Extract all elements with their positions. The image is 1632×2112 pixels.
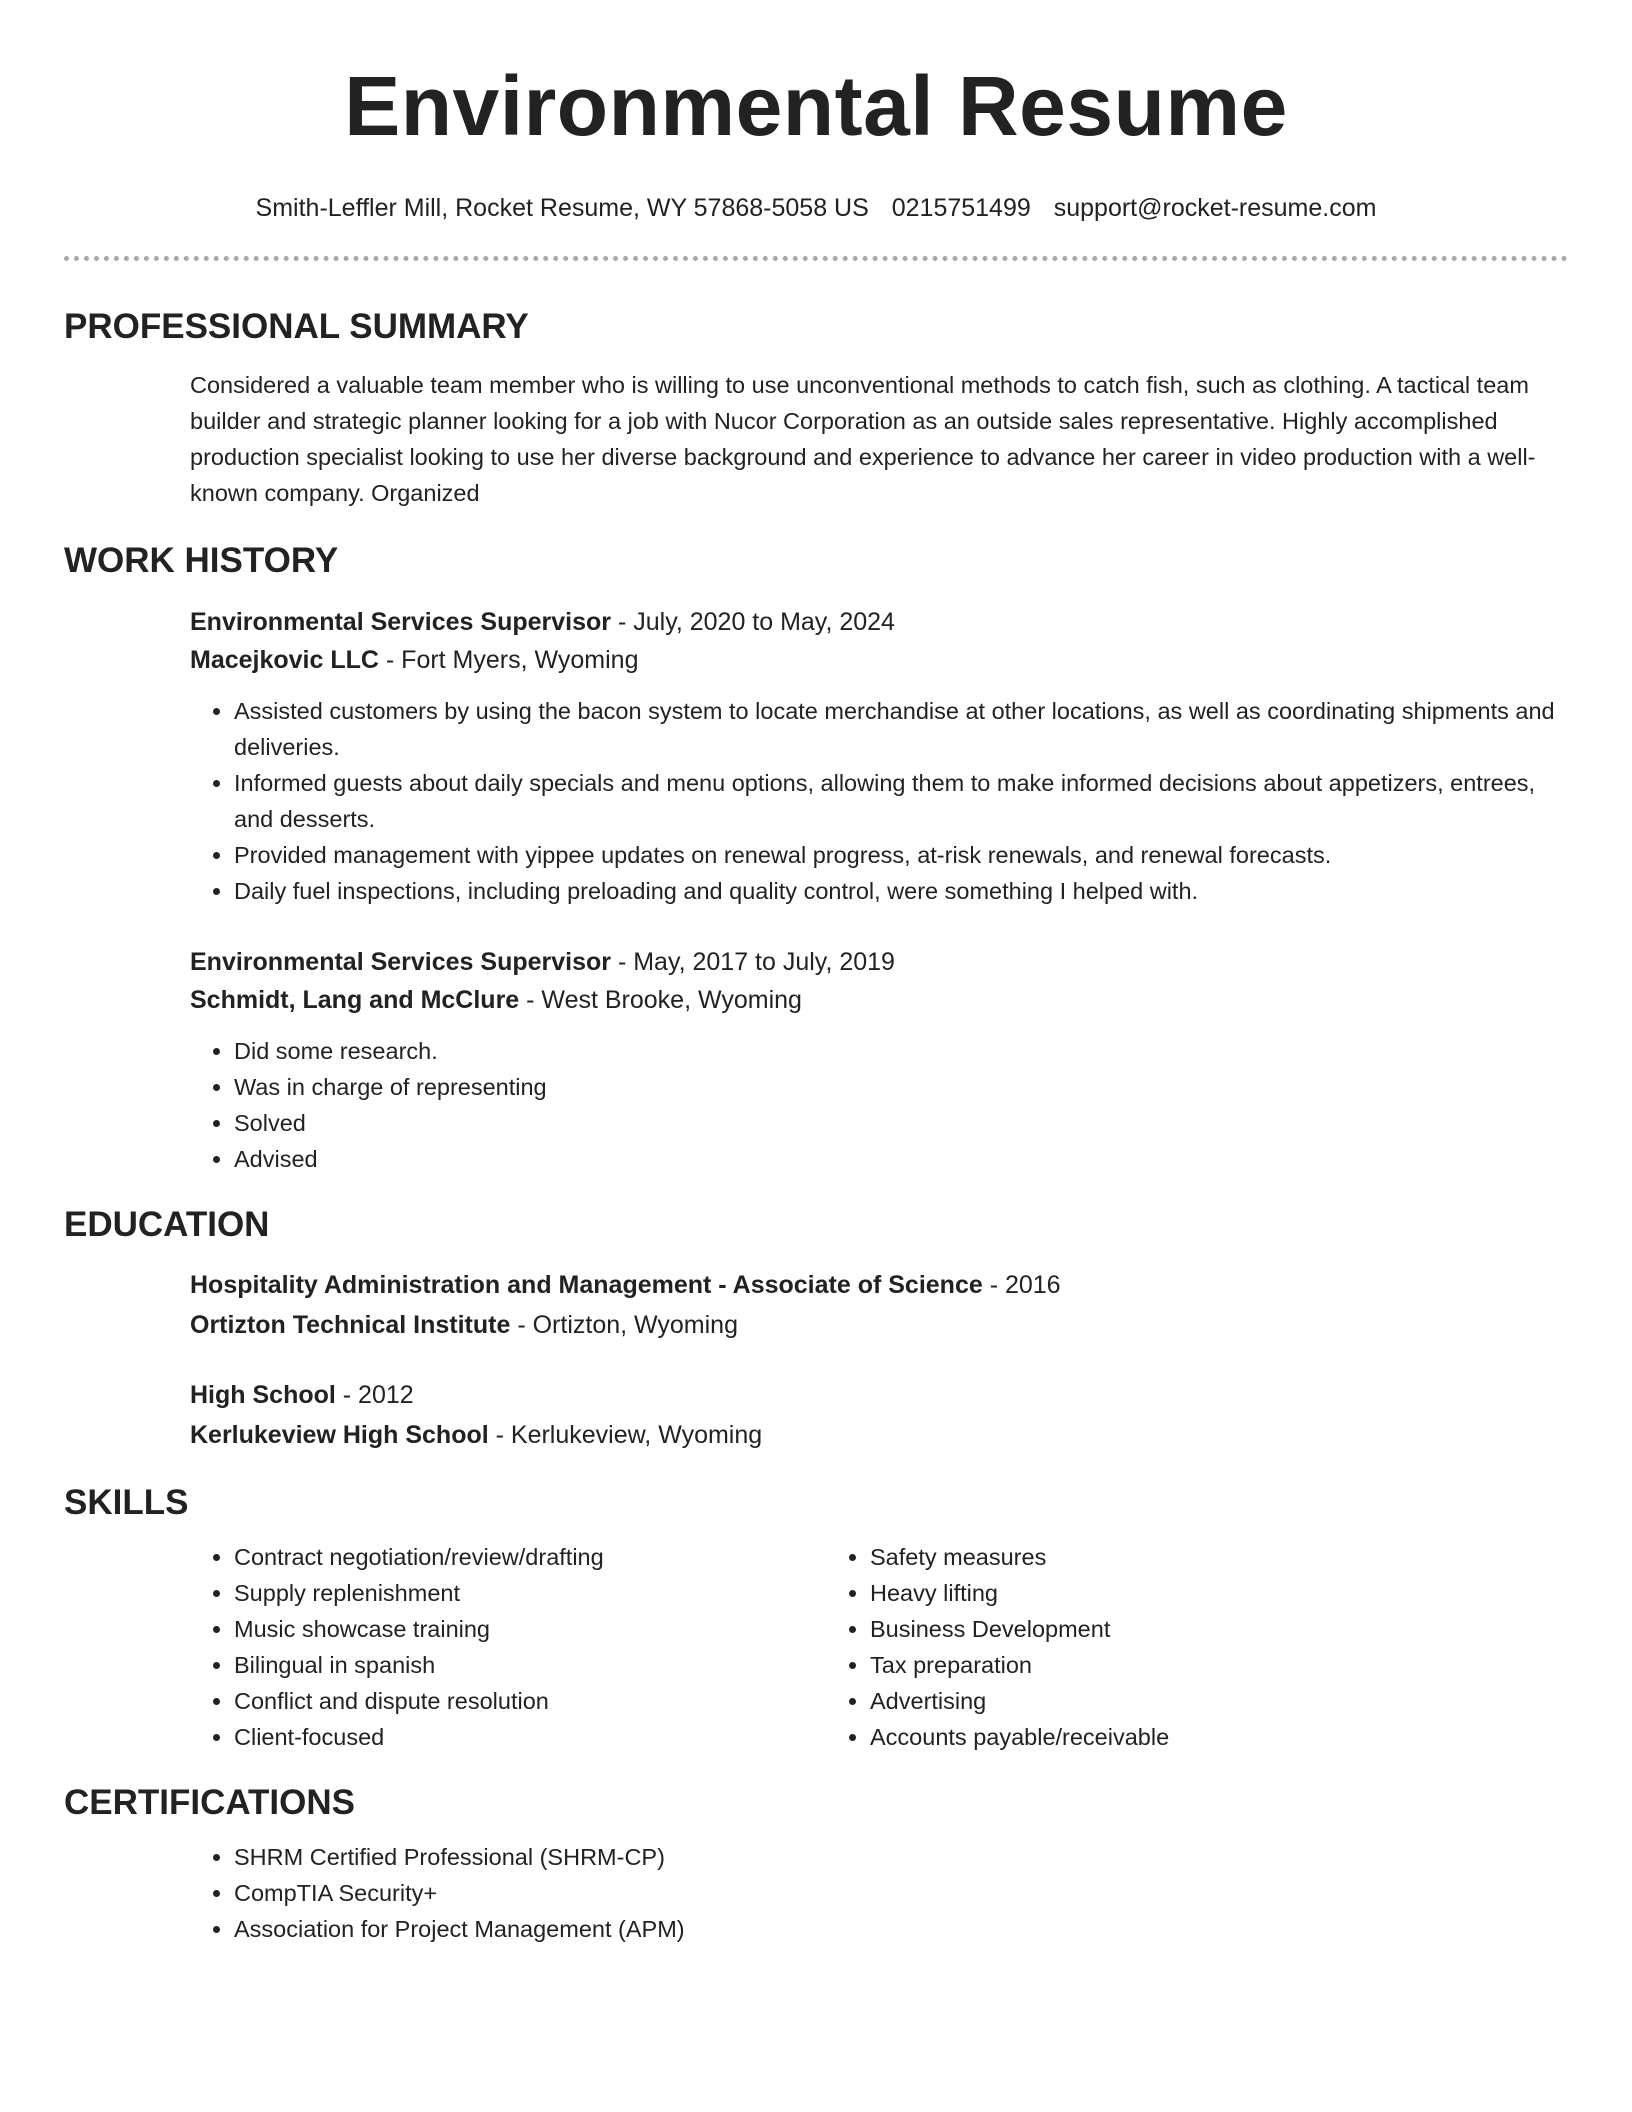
- certifications-section: [64, 1781, 1568, 1947]
- contact-line: [64, 192, 1568, 224]
- summary-text: Considered a valuable team member who is willing to use unconventional methods to catch fish, such as clothing. A tactical team builder and strategic planner looking for a job with Nucor Corporation as an outside sales representative. Highly accomplished production specialist looking to use her diverse background and experience to advance her career in video production with a well-known company. Organized: [190, 372, 1536, 506]
- list-item: • Music showcase training: [234, 1611, 826, 1647]
- education-entry: [190, 1265, 1568, 1345]
- list-item: • Accounts payable/receivable: [870, 1719, 1462, 1755]
- job-title-line: [190, 943, 1568, 981]
- list-item: • Client-focused: [234, 1719, 826, 1755]
- list-item: • Association for Project Management (APM): [234, 1911, 1568, 1947]
- job-location: - Fort Myers, Wyoming: [378, 646, 639, 674]
- skills-section: [64, 1481, 1568, 1755]
- job-title: Environmental Services Supervisor: [190, 948, 612, 976]
- list-item: • Did some research.: [234, 1033, 1568, 1069]
- school-line: [190, 1305, 1568, 1345]
- list-item: • SHRM Certified Professional (SHRM-CP): [234, 1839, 1568, 1875]
- degree-line: [190, 1375, 1568, 1415]
- degree-year: - 2016: [982, 1271, 1061, 1299]
- degree-line: [190, 1265, 1568, 1305]
- job-company: Macejkovic LLC: [190, 646, 379, 674]
- degree: Hospitality Administration and Management - Associate of Science: [190, 1271, 983, 1299]
- list-item: • CompTIA Security+: [234, 1875, 1568, 1911]
- list-item: • Informed guests about daily specials and menu options, allowing them to make informed decisions about appetizers, entrees, and desserts.: [234, 765, 1568, 837]
- job-location: - West Brooke, Wyoming: [519, 986, 802, 1014]
- job-entry: [190, 943, 1568, 1019]
- job-bullets: [190, 693, 1568, 909]
- certifications-list: [190, 1839, 1568, 1947]
- education-heading: EDUCATION: [64, 1205, 270, 1244]
- job-company: Schmidt, Lang and McClure: [190, 986, 520, 1014]
- list-item: • Assisted customers by using the bacon system to locate merchandise at other locations, as well as coordinating shipments and deliveries.: [234, 693, 1568, 765]
- education-section: [64, 1203, 1568, 1455]
- skills-right-column: [826, 1539, 1462, 1755]
- job-entry: [190, 603, 1568, 679]
- job-company-line: [190, 641, 1568, 679]
- degree: High School: [190, 1381, 336, 1409]
- degree-year: - 2012: [335, 1381, 414, 1409]
- skills-heading: SKILLS: [64, 1483, 189, 1522]
- list-item: • Business Development: [870, 1611, 1462, 1647]
- school-location: - Ortizton, Wyoming: [510, 1311, 738, 1339]
- list-item: • Conflict and dispute resolution: [234, 1683, 826, 1719]
- contact-phone: 0215751499: [891, 194, 1031, 222]
- school: Ortizton Technical Institute: [190, 1311, 511, 1339]
- job-title: Environmental Services Supervisor: [190, 608, 612, 636]
- school-line: [190, 1415, 1568, 1455]
- work-heading: WORK HISTORY: [64, 541, 339, 580]
- education-entry: [190, 1375, 1568, 1455]
- summary-heading: PROFESSIONAL SUMMARY: [64, 307, 529, 346]
- list-item: • Was in charge of representing: [234, 1069, 1568, 1105]
- skills-left-column: [190, 1539, 826, 1755]
- job-company-line: [190, 981, 1568, 1019]
- job-dates: - July, 2020 to May, 2024: [611, 608, 895, 636]
- work-section: [64, 539, 1568, 1177]
- contact-address: Smith-Leffler Mill, Rocket Resume, WY 57868-5058 US: [255, 194, 869, 222]
- list-item: • Advertising: [870, 1683, 1462, 1719]
- list-item: • Daily fuel inspections, including preloading and quality control, were something I helped with.: [234, 873, 1568, 909]
- list-item: • Tax preparation: [870, 1647, 1462, 1683]
- list-item: • Solved: [234, 1105, 1568, 1141]
- job-title-line: [190, 603, 1568, 641]
- summary-section: [64, 305, 1568, 511]
- school-location: - Kerlukeview, Wyoming: [488, 1421, 763, 1449]
- job-dates: - May, 2017 to July, 2019: [611, 948, 895, 976]
- list-item: • Contract negotiation/review/drafting: [234, 1539, 826, 1575]
- resume-title: Environmental Resume: [344, 59, 1288, 153]
- list-item: • Supply replenishment: [234, 1575, 826, 1611]
- list-item: • Safety measures: [870, 1539, 1462, 1575]
- list-item: • Provided management with yippee updates on renewal progress, at-risk renewals, and renewal forecasts.: [234, 837, 1568, 873]
- job-bullets: [190, 1033, 1568, 1177]
- list-item: • Advised: [234, 1141, 1568, 1177]
- list-item: • Bilingual in spanish: [234, 1647, 826, 1683]
- skills-columns: [190, 1539, 1568, 1755]
- contact-email: support@rocket-resume.com: [1053, 194, 1377, 222]
- header-divider: [64, 256, 1568, 261]
- certifications-heading: CERTIFICATIONS: [64, 1783, 356, 1822]
- school: Kerlukeview High School: [190, 1421, 489, 1449]
- list-item: • Heavy lifting: [870, 1575, 1462, 1611]
